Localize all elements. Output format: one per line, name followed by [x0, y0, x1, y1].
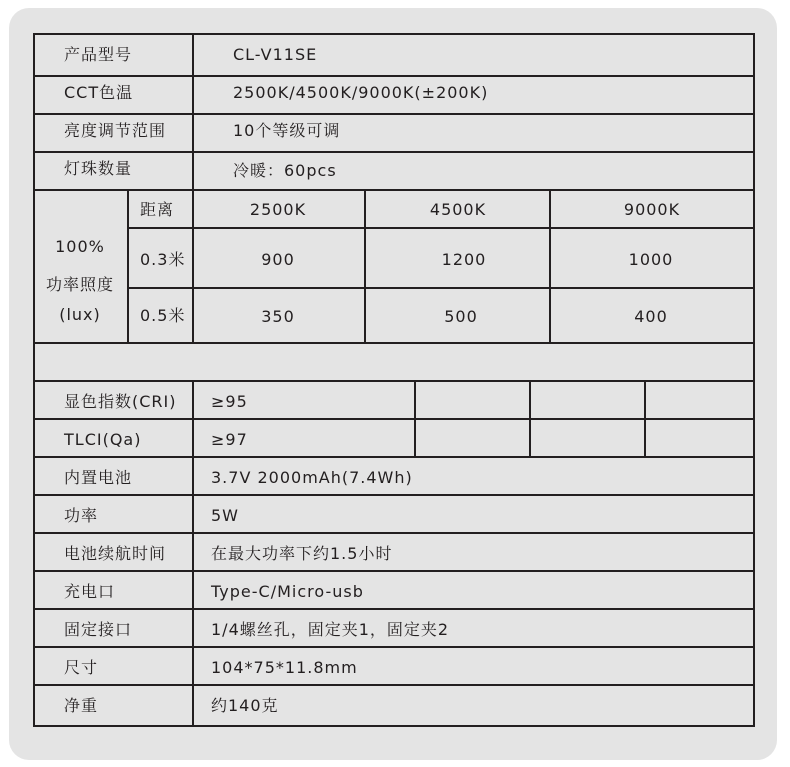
- model-value: CL-V11SE: [233, 45, 318, 64]
- col-divider: [364, 189, 366, 343]
- mount-label: 固定接口: [64, 620, 133, 639]
- row-divider: [127, 227, 753, 229]
- col-divider: [549, 189, 551, 343]
- power-label: 功率: [64, 506, 99, 525]
- col-divider: [192, 380, 194, 725]
- lux-cell: 500: [444, 307, 478, 326]
- row-divider: [35, 151, 753, 153]
- battery-label: 内置电池: [64, 468, 133, 487]
- leds-value: 冷暖：60pcs: [233, 161, 337, 180]
- col-divider: [414, 380, 416, 456]
- row-divider: [35, 113, 753, 115]
- col-divider: [644, 380, 646, 456]
- distance-0-3m: 0.3米: [140, 250, 186, 269]
- lux-cell: 1000: [628, 250, 674, 269]
- row-divider: [35, 342, 753, 344]
- tlci-label: TLCI(Qa): [64, 430, 142, 449]
- spec-table: [33, 33, 755, 727]
- lux-cell: 400: [634, 307, 668, 326]
- illuminance-label-line: (lux): [59, 305, 101, 324]
- cri-value: ≥95: [211, 392, 248, 411]
- row-divider: [35, 494, 753, 496]
- cct-label: CCT色温: [64, 83, 134, 102]
- cri-label: 显色指数(CRI): [64, 392, 177, 411]
- lux-cell: 350: [261, 307, 295, 326]
- distance-0-5m: 0.5米: [140, 306, 186, 325]
- row-divider: [35, 646, 753, 648]
- col-divider: [192, 35, 194, 190]
- row-divider: [35, 189, 753, 191]
- distance-header: 距离: [140, 200, 175, 219]
- lux-cell: 1200: [441, 250, 487, 269]
- col-divider: [192, 189, 194, 343]
- model-label: 产品型号: [64, 45, 133, 64]
- column-header-2500k: 2500K: [249, 200, 307, 219]
- weight-label: 净重: [64, 696, 99, 715]
- column-header-9000k: 9000K: [623, 200, 681, 219]
- col-divider: [127, 189, 129, 343]
- brightness-value: 10个等级可调: [233, 121, 341, 140]
- illuminance-label-line: 100%: [55, 237, 105, 256]
- col-divider: [529, 380, 531, 456]
- size-value: 104*75*11.8mm: [211, 658, 358, 677]
- runtime-label: 电池续航时间: [64, 544, 167, 563]
- lux-cell: 900: [261, 250, 295, 269]
- mount-value: 1/4螺丝孔，固定夹1，固定夹2: [211, 620, 450, 639]
- row-divider: [35, 608, 753, 610]
- charging-label: 充电口: [64, 582, 116, 601]
- cct-value: 2500K/4500K/9000K(±200K): [233, 83, 489, 102]
- row-divider: [35, 570, 753, 572]
- brightness-label: 亮度调节范围: [64, 121, 167, 140]
- size-label: 尺寸: [64, 658, 99, 677]
- battery-value: 3.7V 2000mAh(7.4Wh): [211, 468, 413, 487]
- charging-value: Type-C/Micro-usb: [211, 582, 364, 601]
- weight-value: 约140克: [211, 696, 279, 715]
- runtime-value: 在最大功率下约1.5小时: [211, 544, 393, 563]
- row-divider: [35, 75, 753, 77]
- row-divider: [127, 287, 753, 289]
- power-value: 5W: [211, 506, 239, 525]
- illuminance-label-line: 功率照度: [45, 275, 115, 294]
- row-divider: [35, 456, 753, 458]
- row-divider: [35, 684, 753, 686]
- row-divider: [35, 532, 753, 534]
- tlci-value: ≥97: [211, 430, 248, 449]
- leds-label: 灯珠数量: [64, 159, 133, 178]
- column-header-4500k: 4500K: [429, 200, 487, 219]
